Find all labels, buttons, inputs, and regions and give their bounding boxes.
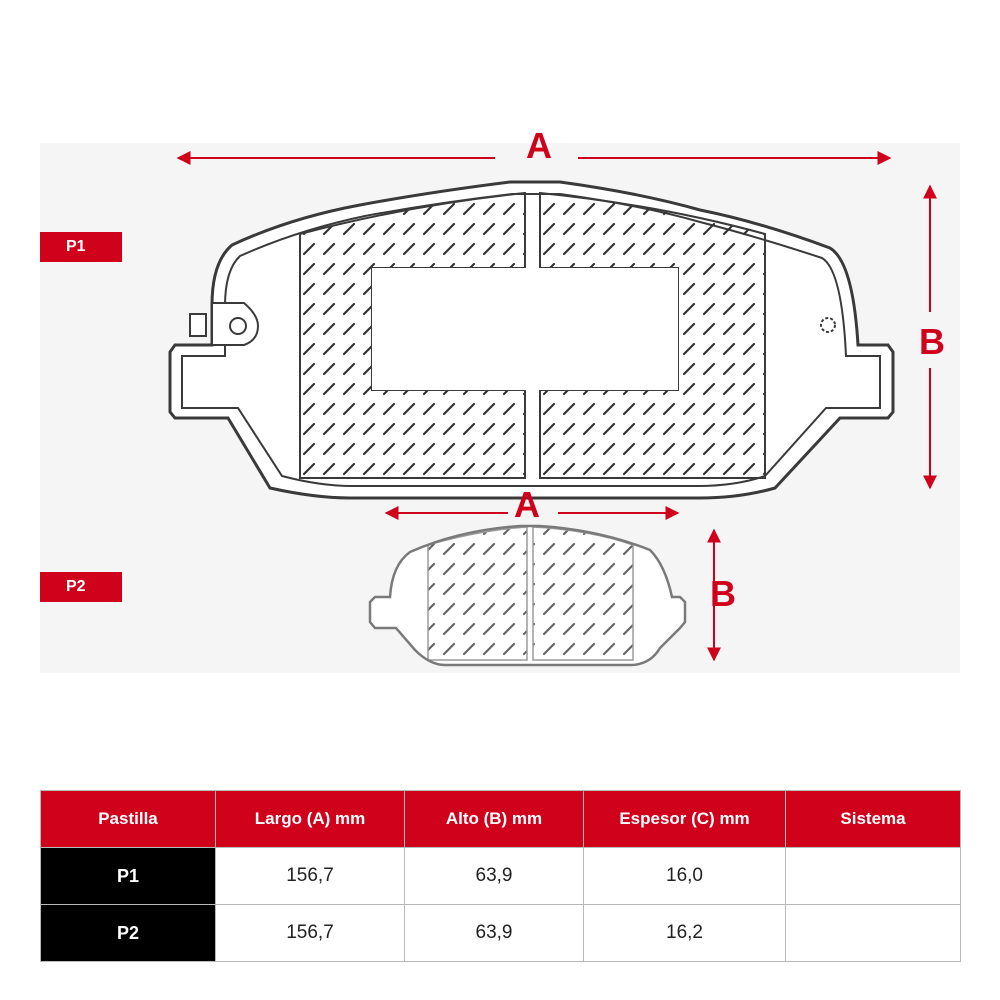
pad-p1-drawing: [170, 182, 893, 498]
cell-thickness: 16,0: [584, 848, 786, 905]
pad-p2-drawing: [370, 526, 685, 665]
dim-a-label: A: [526, 125, 552, 166]
pad-p2-tag: P2: [40, 572, 122, 602]
header-pastilla: Pastilla: [41, 791, 216, 848]
header-sistema: Sistema: [786, 791, 961, 848]
cell-length: 156,7: [216, 848, 405, 905]
spec-table: [40, 790, 961, 962]
cell-system: [786, 848, 961, 905]
table-row: [41, 848, 961, 905]
pad-p1-clip-hole: [230, 318, 246, 334]
cell-height: 63,9: [405, 848, 584, 905]
table-header-row: [41, 791, 961, 848]
table-row: [41, 905, 961, 962]
dim-a2-label: A: [514, 484, 540, 525]
header-largo: Largo (A) mm: [216, 791, 405, 848]
header-alto: Alto (B) mm: [405, 791, 584, 848]
cell-pad: P2: [41, 905, 216, 962]
cell-pad: P1: [41, 848, 216, 905]
cell-system: [786, 905, 961, 962]
pad-p1-tag: P1: [40, 232, 122, 262]
cell-height: 63,9: [405, 905, 584, 962]
cell-thickness: 16,2: [584, 905, 786, 962]
cell-length: 156,7: [216, 905, 405, 962]
pad-p1-center-window: [372, 268, 678, 390]
dim-b2-label: B: [710, 573, 736, 614]
header-espesor: Espesor (C) mm: [584, 791, 786, 848]
pad-p1-sensor-tab: [190, 314, 206, 336]
dim-b-label: B: [919, 321, 945, 362]
